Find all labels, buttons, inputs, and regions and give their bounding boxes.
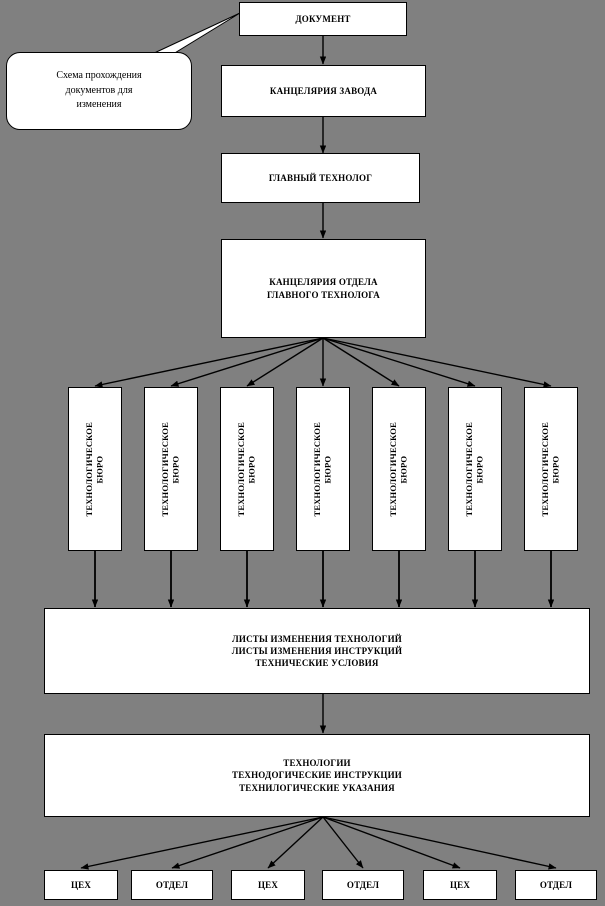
node-shop-2[interactable] bbox=[231, 870, 305, 900]
node-change-sheets-line-1: ЛИСТЫ ИЗМЕНЕНИЯ ТЕХНОЛОГИЙ bbox=[232, 633, 402, 644]
callout-line-3: изменения bbox=[76, 99, 122, 111]
node-shop-1-label: ЦЕХ bbox=[70, 879, 92, 890]
callout-note bbox=[6, 52, 192, 130]
node-bureau-4[interactable] bbox=[296, 387, 350, 551]
node-bureau-3-line-1: ТЕХНОЛОГИЧЕСКОЕ bbox=[236, 421, 247, 517]
node-dept-3[interactable] bbox=[515, 870, 597, 900]
node-bureau-3-line-2: БЮРО bbox=[247, 455, 257, 483]
node-document-label: ДОКУМЕНТ bbox=[295, 13, 351, 24]
node-plant-office[interactable] bbox=[221, 65, 426, 117]
node-bureau-7[interactable] bbox=[524, 387, 578, 551]
node-bureau-6-line-1: ТЕХНОЛОГИЧЕСКОЕ bbox=[464, 421, 475, 517]
node-department-office-line-1: КАНЦЕЛЯРИЯ ОТДЕЛА bbox=[269, 277, 378, 288]
node-department-office[interactable] bbox=[221, 239, 426, 338]
node-chief-technologist-label: ГЛАВНЫЙ ТЕХНОЛОГ bbox=[268, 172, 373, 183]
node-shop-1[interactable] bbox=[44, 870, 118, 900]
node-bureau-1-line-2: БЮРО bbox=[95, 455, 105, 483]
node-bureau-6[interactable] bbox=[448, 387, 502, 551]
node-chief-technologist[interactable] bbox=[221, 153, 420, 203]
node-change-sheets-line-2: ЛИСТЫ ИЗМЕНЕНИЯ ИНСТРУКЦИЙ bbox=[231, 645, 403, 656]
node-bureau-3[interactable] bbox=[220, 387, 274, 551]
node-bureau-5-line-2: БЮРО bbox=[399, 455, 409, 483]
node-bureau-2-line-2: БЮРО bbox=[171, 455, 181, 483]
node-change-sheets-line-3: ТЕХНИЧЕСКИЕ УСЛОВИЯ bbox=[255, 658, 379, 669]
node-bureau-7-line-2: БЮРО bbox=[551, 455, 561, 483]
node-shop-3-label: ЦЕХ bbox=[449, 879, 471, 890]
node-shop-2-label: ЦЕХ bbox=[257, 879, 279, 890]
node-technologies-line-2: ТЕХНОДОГИЧЕСКИЕ ИНСТРУКЦИИ bbox=[232, 770, 402, 781]
node-technologies[interactable] bbox=[44, 734, 590, 817]
node-dept-2[interactable] bbox=[322, 870, 404, 900]
node-dept-1[interactable] bbox=[131, 870, 213, 900]
node-dept-2-label: ОТДЕЛ bbox=[346, 879, 380, 890]
node-plant-office-label: КАНЦЕЛЯРИЯ ЗАВОДА bbox=[269, 85, 378, 96]
node-department-office-line-2: ГЛАВНОГО ТЕХНОЛОГА bbox=[267, 289, 380, 300]
node-bureau-5-line-1: ТЕХНОЛОГИЧЕСКОЕ bbox=[388, 421, 399, 517]
node-shop-3[interactable] bbox=[423, 870, 497, 900]
node-bureau-4-line-1: ТЕХНОЛОГИЧЕСКОЕ bbox=[312, 421, 323, 517]
callout-line-2: документов для bbox=[65, 84, 133, 96]
node-bureau-1-line-1: ТЕХНОЛОГИЧЕСКОЕ bbox=[84, 421, 95, 517]
node-dept-3-label: ОТДЕЛ bbox=[539, 879, 573, 890]
node-document[interactable] bbox=[239, 2, 407, 36]
node-bureau-6-line-2: БЮРО bbox=[475, 455, 485, 483]
node-change-sheets[interactable] bbox=[44, 608, 590, 694]
node-bureau-5[interactable] bbox=[372, 387, 426, 551]
node-bureau-2-line-1: ТЕХНОЛОГИЧЕСКОЕ bbox=[160, 421, 171, 517]
node-bureau-4-line-2: БЮРО bbox=[323, 455, 333, 483]
node-bureau-2[interactable] bbox=[144, 387, 198, 551]
callout-line-1: Схема прохождения bbox=[56, 70, 142, 82]
node-bureau-1[interactable] bbox=[68, 387, 122, 551]
node-bureau-7-line-1: ТЕХНОЛОГИЧЕСКОЕ bbox=[540, 421, 551, 517]
node-dept-1-label: ОТДЕЛ bbox=[155, 879, 189, 890]
node-technologies-line-1: ТЕХНОЛОГИИ bbox=[283, 758, 351, 769]
node-technologies-line-3: ТЕХНИЛОГИЧЕСКИЕ УКАЗАНИЯ bbox=[239, 782, 395, 793]
